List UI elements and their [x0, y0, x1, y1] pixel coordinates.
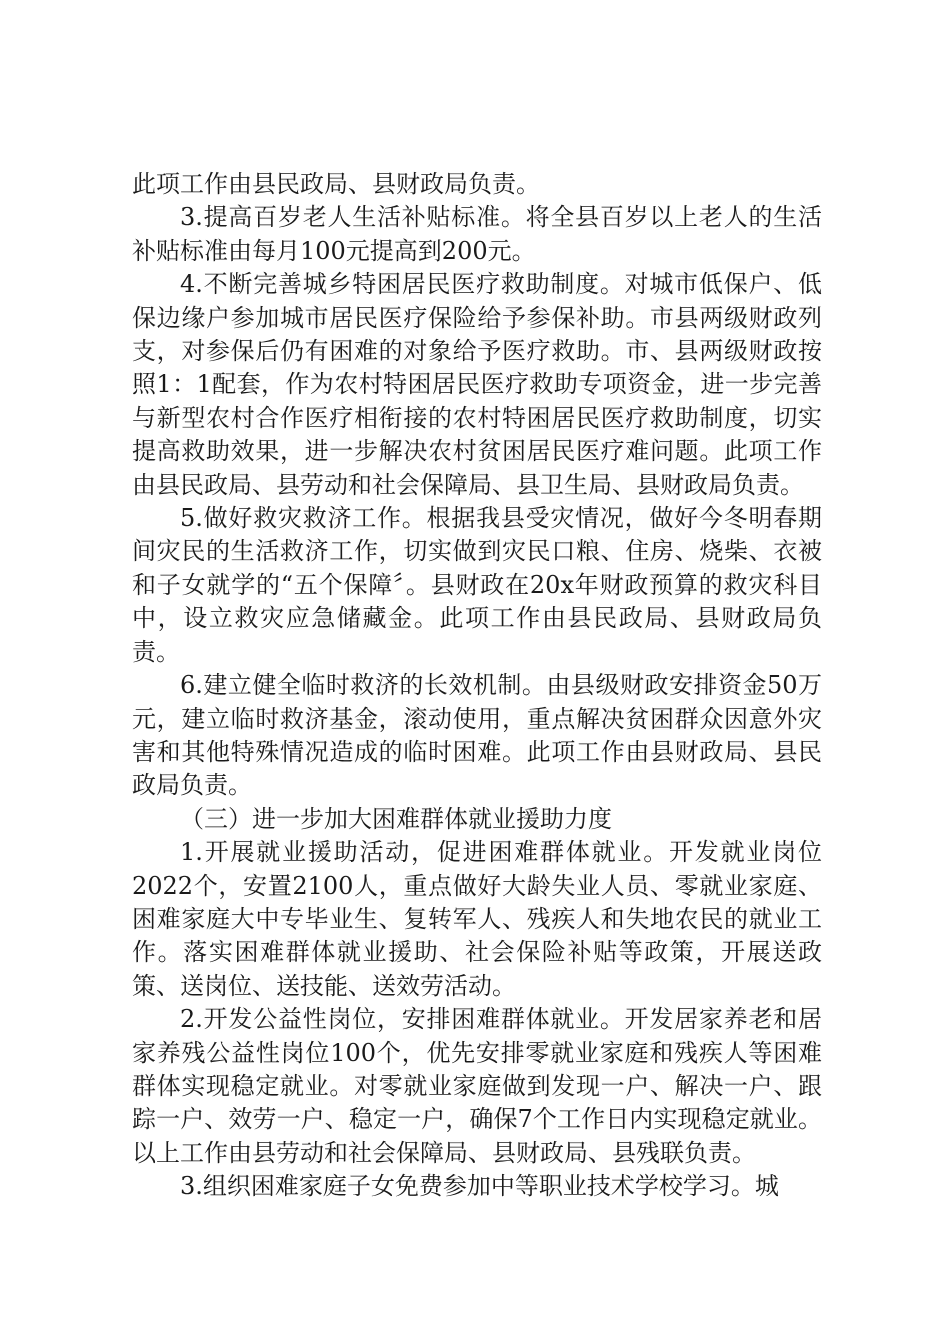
document-body: [132, 168, 822, 1204]
paragraph-centenarian-subsidy: 3.提高百岁老人生活补贴标准。将全县百岁以上老人的生活补贴标准由每月100元提高到200元。: [132, 203, 822, 265]
paragraph-disaster-relief: 5.做好救灾救济工作。根据我县受灾情况，做好今冬明春期间灾民的生活救济工作，切实做到灾民口粮、住房、烧柴、衣被和子女就学的“五个保障〞。县财政在20x年财政预算的救灾科目中，设立救灾应急储藏金。此项工作由县民政局、县财政局负责。: [132, 504, 822, 666]
paragraph-vocational-school: 3.组织困难家庭子女免费参加中等职业技术学校学习。城: [180, 1172, 779, 1201]
paragraph-employment-aid: 1.开展就业援助活动，促进困难群体就业。开发就业岗位2022个，安置2100人，重点做好大龄失业人员、零就业家庭、困难家庭大中专毕业生、复转军人、残疾人和失地农民的就业工作。落实困难群体就业援助、社会保险补贴等政策，开展送政策、送岗位、送技能、送效劳活动。: [132, 838, 822, 1000]
paragraph-continuation: 此项工作由县民政局、县财政局负责。: [132, 170, 540, 198]
paragraph-temporary-relief: 6.建立健全临时救济的长效机制。由县级财政安排资金50万元，建立临时救济基金，滚动使用，重点解决贫困群众因意外灾害和其他特殊情况造成的临时困难。此项工作由县财政局、县民政局负责。: [132, 671, 822, 800]
paragraph-public-welfare-jobs: 2.开发公益性岗位，安排困难群体就业。开发居家养老和居家养残公益性岗位100个，优先安排零就业家庭和残疾人等困难群体实现稳定就业。对零就业家庭做到发现一户、解决一户、跟踪一户、效劳一户、稳定一户，确保7个工作日内实现稳定就业。以上工作由县劳动和社会保障局、县财政局、县残联负责。: [132, 1005, 822, 1167]
paragraph-medical-assistance: 4.不断完善城乡特困居民医疗救助制度。对城市低保户、低保边缘户参加城市居民医疗保险给予参保补助。市县两级财政列支，对参保后仍有困难的对象给予医疗救助。市、县两级财政按照1：1配套，作为农村特困居民医疗救助专项资金，进一步完善与新型农村合作医疗相衔接的农村特困居民医疗救助制度，切实提高救助效果，进一步解决农村贫困居民医疗难问题。此项工作由县民政局、县劳动和社会保障局、县卫生局、县财政局负责。: [132, 270, 822, 499]
section-heading-employment: （三）进一步加大困难群体就业援助力度: [180, 804, 612, 833]
